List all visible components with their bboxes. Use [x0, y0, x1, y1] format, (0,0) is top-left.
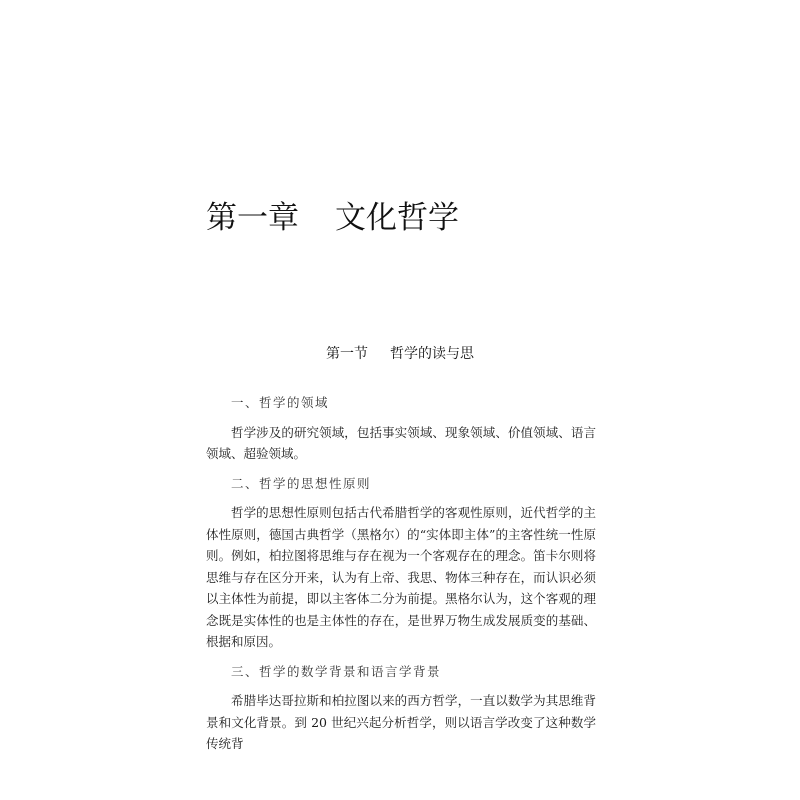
- section-number: 第一节: [326, 346, 368, 362]
- chapter-number: 第一章: [206, 200, 299, 236]
- section-name: 哲学的读与思: [390, 346, 474, 362]
- chapter-name: 文化哲学: [335, 200, 459, 236]
- subheading-1: 一、哲学的领域: [231, 395, 330, 410]
- body-content: [206, 388, 596, 763]
- section-title: [0, 344, 800, 364]
- paragraph-2: 哲学的思想性原则包括古代希腊哲学的客观性原则，近代哲学的主体性原则，德国古典哲学（黑格尔）的“实体即主体”的主客性统一性原则。例如，柏拉图将思维与存在视为一个客观存在的理念。笛卡尔则将思维与存在区分开来，认为有上帝、我思、物体三种存在，而认识必须以主体性为前提，即以主客体二分为前提。黑格尔认为，这个客观的理念既是实体性的也是主体性的存在，是世界万物生成发展质变的基础、根据和原因。: [206, 505, 596, 649]
- paragraph-1: 哲学涉及的研究领域，包括事实领域、现象领域、价值领域、语言领域、超验领域。: [206, 424, 596, 461]
- chapter-title: [206, 196, 459, 240]
- paragraph-3: 希腊毕达哥拉斯和柏拉图以来的西方哲学，一直以数学为其思维背景和文化背景。到 20 世纪兴起分析哲学，则以语言学改变了这种数学传统背: [206, 693, 596, 751]
- subheading-2: 二、哲学的思想性原则: [231, 475, 372, 491]
- subheading-3: 三、哲学的数学背景和语言学背景: [231, 663, 442, 679]
